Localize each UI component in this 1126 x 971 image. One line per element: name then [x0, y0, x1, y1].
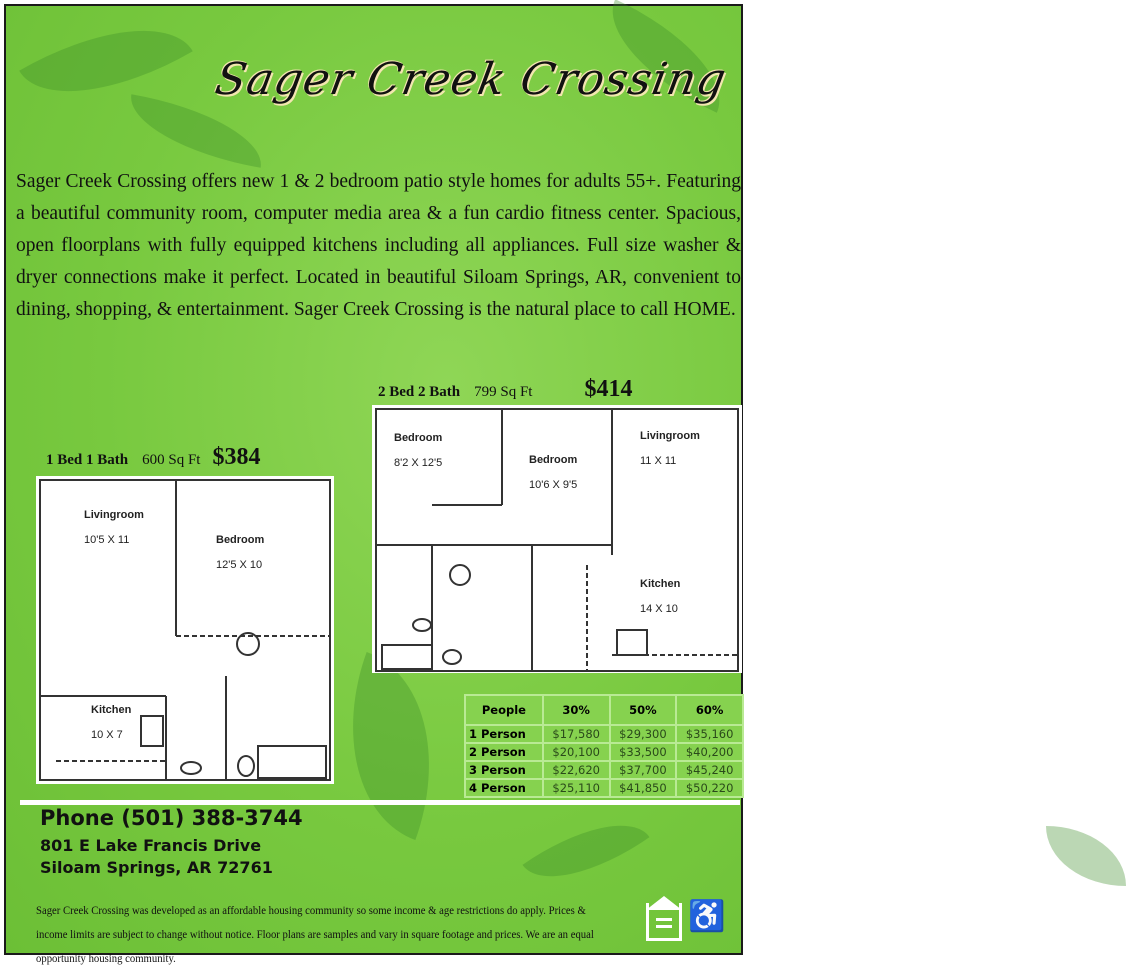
room-label: Bedroom	[394, 432, 443, 444]
table-row	[465, 761, 743, 779]
room-label: Livingroom	[84, 509, 144, 521]
column-header: 60%	[676, 695, 743, 725]
plan-sqft: 799 Sq Ft	[474, 384, 533, 400]
address-line-2: Siloam Springs, AR 72761	[40, 858, 273, 877]
floorplan-1bed	[36, 476, 334, 784]
cell: $29,300	[610, 725, 677, 743]
leaf-decoration	[123, 94, 270, 168]
cell: $35,160	[676, 725, 743, 743]
cell: $20,100	[543, 743, 610, 761]
floorplan-2bed	[372, 405, 742, 673]
plan-price: $414	[584, 376, 633, 402]
intro-paragraph: Sager Creek Crossing offers new 1 & 2 bedroom patio style homes for adults 55+. Featuring a beautiful community room, computer media area & a fun cardio fitness center. Spacious, open floorplans with fully equipped kitchens including all appliances. Full size washer & dryer connections make it perfect. Located in beautiful Siloam Springs, AR, convenient to dining, shopping, & entertainment. Sager Creek Crossing is the natural place to call HOME.	[16, 171, 741, 320]
plan-header-1bed	[46, 444, 260, 471]
plan-header-2bed	[378, 376, 632, 403]
room-size: 10'6 X 9'5	[529, 479, 578, 491]
plan-name: 2 Bed 2 Bath	[378, 384, 461, 400]
cell: 1 Person	[465, 725, 543, 743]
room-label: Bedroom	[529, 454, 578, 466]
table-row	[465, 743, 743, 761]
column-header: 50%	[610, 695, 677, 725]
leaf-decoration	[312, 652, 470, 840]
cell: $17,580	[543, 725, 610, 743]
room-label: Kitchen	[640, 578, 681, 590]
room-label: Livingroom	[640, 430, 700, 442]
accessibility-icon: ♿	[688, 900, 726, 933]
cell: $40,200	[676, 743, 743, 761]
cell: 2 Person	[465, 743, 543, 761]
leaf-decoration	[1046, 826, 1126, 886]
equal-housing-icon	[646, 903, 682, 941]
flyer	[4, 4, 743, 965]
room-label: Kitchen	[91, 704, 132, 716]
table-row	[465, 725, 743, 743]
table-header-row	[465, 695, 743, 725]
plan-price: $384	[212, 444, 261, 470]
income-limits-table	[464, 694, 744, 798]
cell: $37,700	[610, 761, 677, 779]
column-header: 30%	[543, 695, 610, 725]
disclaimer: Sager Creek Crossing was developed as an affordable housing community so some income & age restrictions do apply. Prices & income limits are subject to change without notice. Floor plans are samples and vary in square footage and prices. We are an equal opportunity housing community.	[36, 905, 594, 965]
address-line-1: 801 E Lake Francis Drive	[40, 836, 262, 855]
compliance-icons	[646, 899, 725, 941]
cell: $41,850	[610, 779, 677, 797]
phone-number[interactable]: Phone (501) 388-3744	[40, 806, 303, 830]
room-size: 10'5 X 11	[84, 534, 130, 546]
room-size: 8'2 X 12'5	[394, 457, 443, 469]
cell: $25,110	[543, 779, 610, 797]
cell: $45,240	[676, 761, 743, 779]
page-title: Sager Creek Crossing	[211, 54, 731, 105]
table-row	[465, 779, 743, 797]
room-size: 12'5 X 10	[216, 559, 263, 571]
room-label: Bedroom	[216, 534, 265, 546]
room-size: 14 X 10	[640, 603, 678, 615]
room-size: 10 X 7	[91, 729, 123, 741]
cell: 4 Person	[465, 779, 543, 797]
plan-sqft: 600 Sq Ft	[142, 452, 201, 468]
leaf-decoration	[523, 796, 650, 906]
cell: $33,500	[610, 743, 677, 761]
divider	[20, 800, 740, 805]
room-size: 11 X 11	[640, 455, 677, 467]
column-header: People	[465, 695, 543, 725]
plan-name: 1 Bed 1 Bath	[46, 452, 129, 468]
cell: $22,620	[543, 761, 610, 779]
cell: $50,220	[676, 779, 743, 797]
cell: 3 Person	[465, 761, 543, 779]
